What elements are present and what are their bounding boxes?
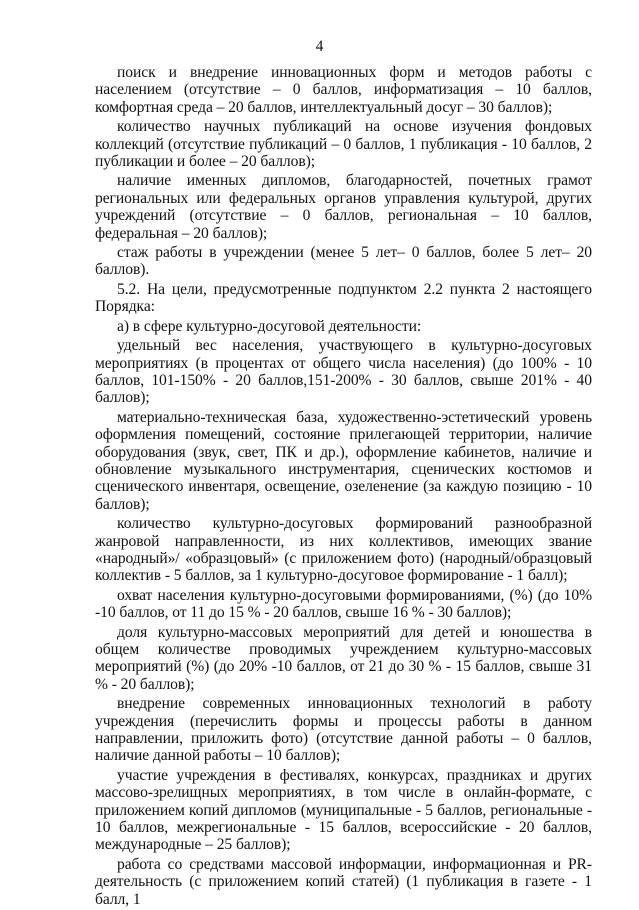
document-body bbox=[95, 64, 592, 910]
paragraph-population-coverage: охват населения культурно-досуговыми формированиями, (%) (до 10% -10 баллов, от 11 до 15 % - 20 баллов, свыше 16 % - 30 баллов); bbox=[95, 586, 592, 622]
paragraph-material-base: материально-техническая база, художественно-эстетический уровень оформления помещений, состояние прилегающей территории, наличие оборудования (звук, свет, ПК и др.), оформление кабинетов, наличие и обновление музыкального инструментария, сценических костюмов и сценического инвентаря, освещение, озеленение (за каждую позицию - 10 баллов); bbox=[95, 408, 592, 513]
page-number: 4 bbox=[315, 38, 324, 55]
paragraph-innovative-technologies: внедрение современных инновационных технологий в работу учреждения (перечислить формы и процессы работы в данном направлении, приложить фото) (отсутствие данной работы – 0 баллов, наличие данной работы – 10 баллов); bbox=[95, 695, 592, 765]
paragraph-festival-participation: участие учреждения в фестивалях, конкурсах, праздниках и других массово-зрелищных мероприятиях, в том числе в онлайн-формате, с приложением копий дипломов (муниципальные - 5 баллов, региональные - 10 баллов, межрегиональные - 15 баллов, всероссийские - 20 баллов, международные – 25 баллов); bbox=[95, 766, 592, 854]
paragraph-innovation-forms: поиск и внедрение инновационных форм и методов работы с населением (отсутствие – 0 баллов, информатизация – 10 баллов, комфортная среда – 20 баллов, интеллектуальный досуг – 30 баллов); bbox=[95, 64, 592, 116]
paragraph-work-experience: стаж работы в учреждении (менее 5 лет– 0 баллов, более 5 лет– 20 баллов). bbox=[95, 244, 592, 279]
paragraph-leisure-formations: количество культурно-досуговых формирований разнообразной жанровой направленности, из них коллективов, имеющих звание «народный»/ «образцовый» (с приложением фото) (народный/образцовый коллектив - 5 баллов, за 1 культурно-досуговое формирование - 1 балл); bbox=[95, 515, 592, 585]
paragraph-scientific-publications: количество научных публикаций на основе изучения фондовых коллекций (отсутствие публикаций – 0 баллов, 1 публикация - 10 баллов, 2 публикации и более – 20 баллов); bbox=[95, 118, 592, 171]
paragraph-media-work: работа со средствами массовой информации, информационная и PR-деятельность (с приложением копий статей) (1 публикация в газете - 1 балл, 1 bbox=[95, 855, 592, 908]
paragraph-named-diplomas: наличие именных дипломов, благодарностей, почетных грамот региональных или федеральных органов управления культурой, других учреждений (отсутствие – 0 баллов, региональная – 10 баллов, федеральная – 20 баллов); bbox=[95, 172, 592, 242]
paragraph-youth-events-share: доля культурно-массовых мероприятий для детей и юношества в общем количестве проводимых учреждением культурно-массовых мероприятий (%) (до 20% -10 баллов, от 21 до 30 % - 15 баллов, свыше 31 % - 20 баллов); bbox=[95, 623, 592, 693]
paragraph-section-5-2: 5.2. На цели, предусмотренные подпунктом 2.2 пункта 2 настоящего Порядка: bbox=[95, 280, 592, 316]
paragraph-population-share: удельный вес населения, участвующего в культурно-досуговых мероприятиях (в процентах от общего числа населения) (до 100% - 10 баллов, 101-150% - 20 баллов,151-200% - 30 баллов, свыше 201% - 40 баллов); bbox=[95, 337, 592, 407]
paragraph-cultural-leisure-heading: а) в сфере культурно-досуговой деятельности: bbox=[117, 317, 422, 335]
